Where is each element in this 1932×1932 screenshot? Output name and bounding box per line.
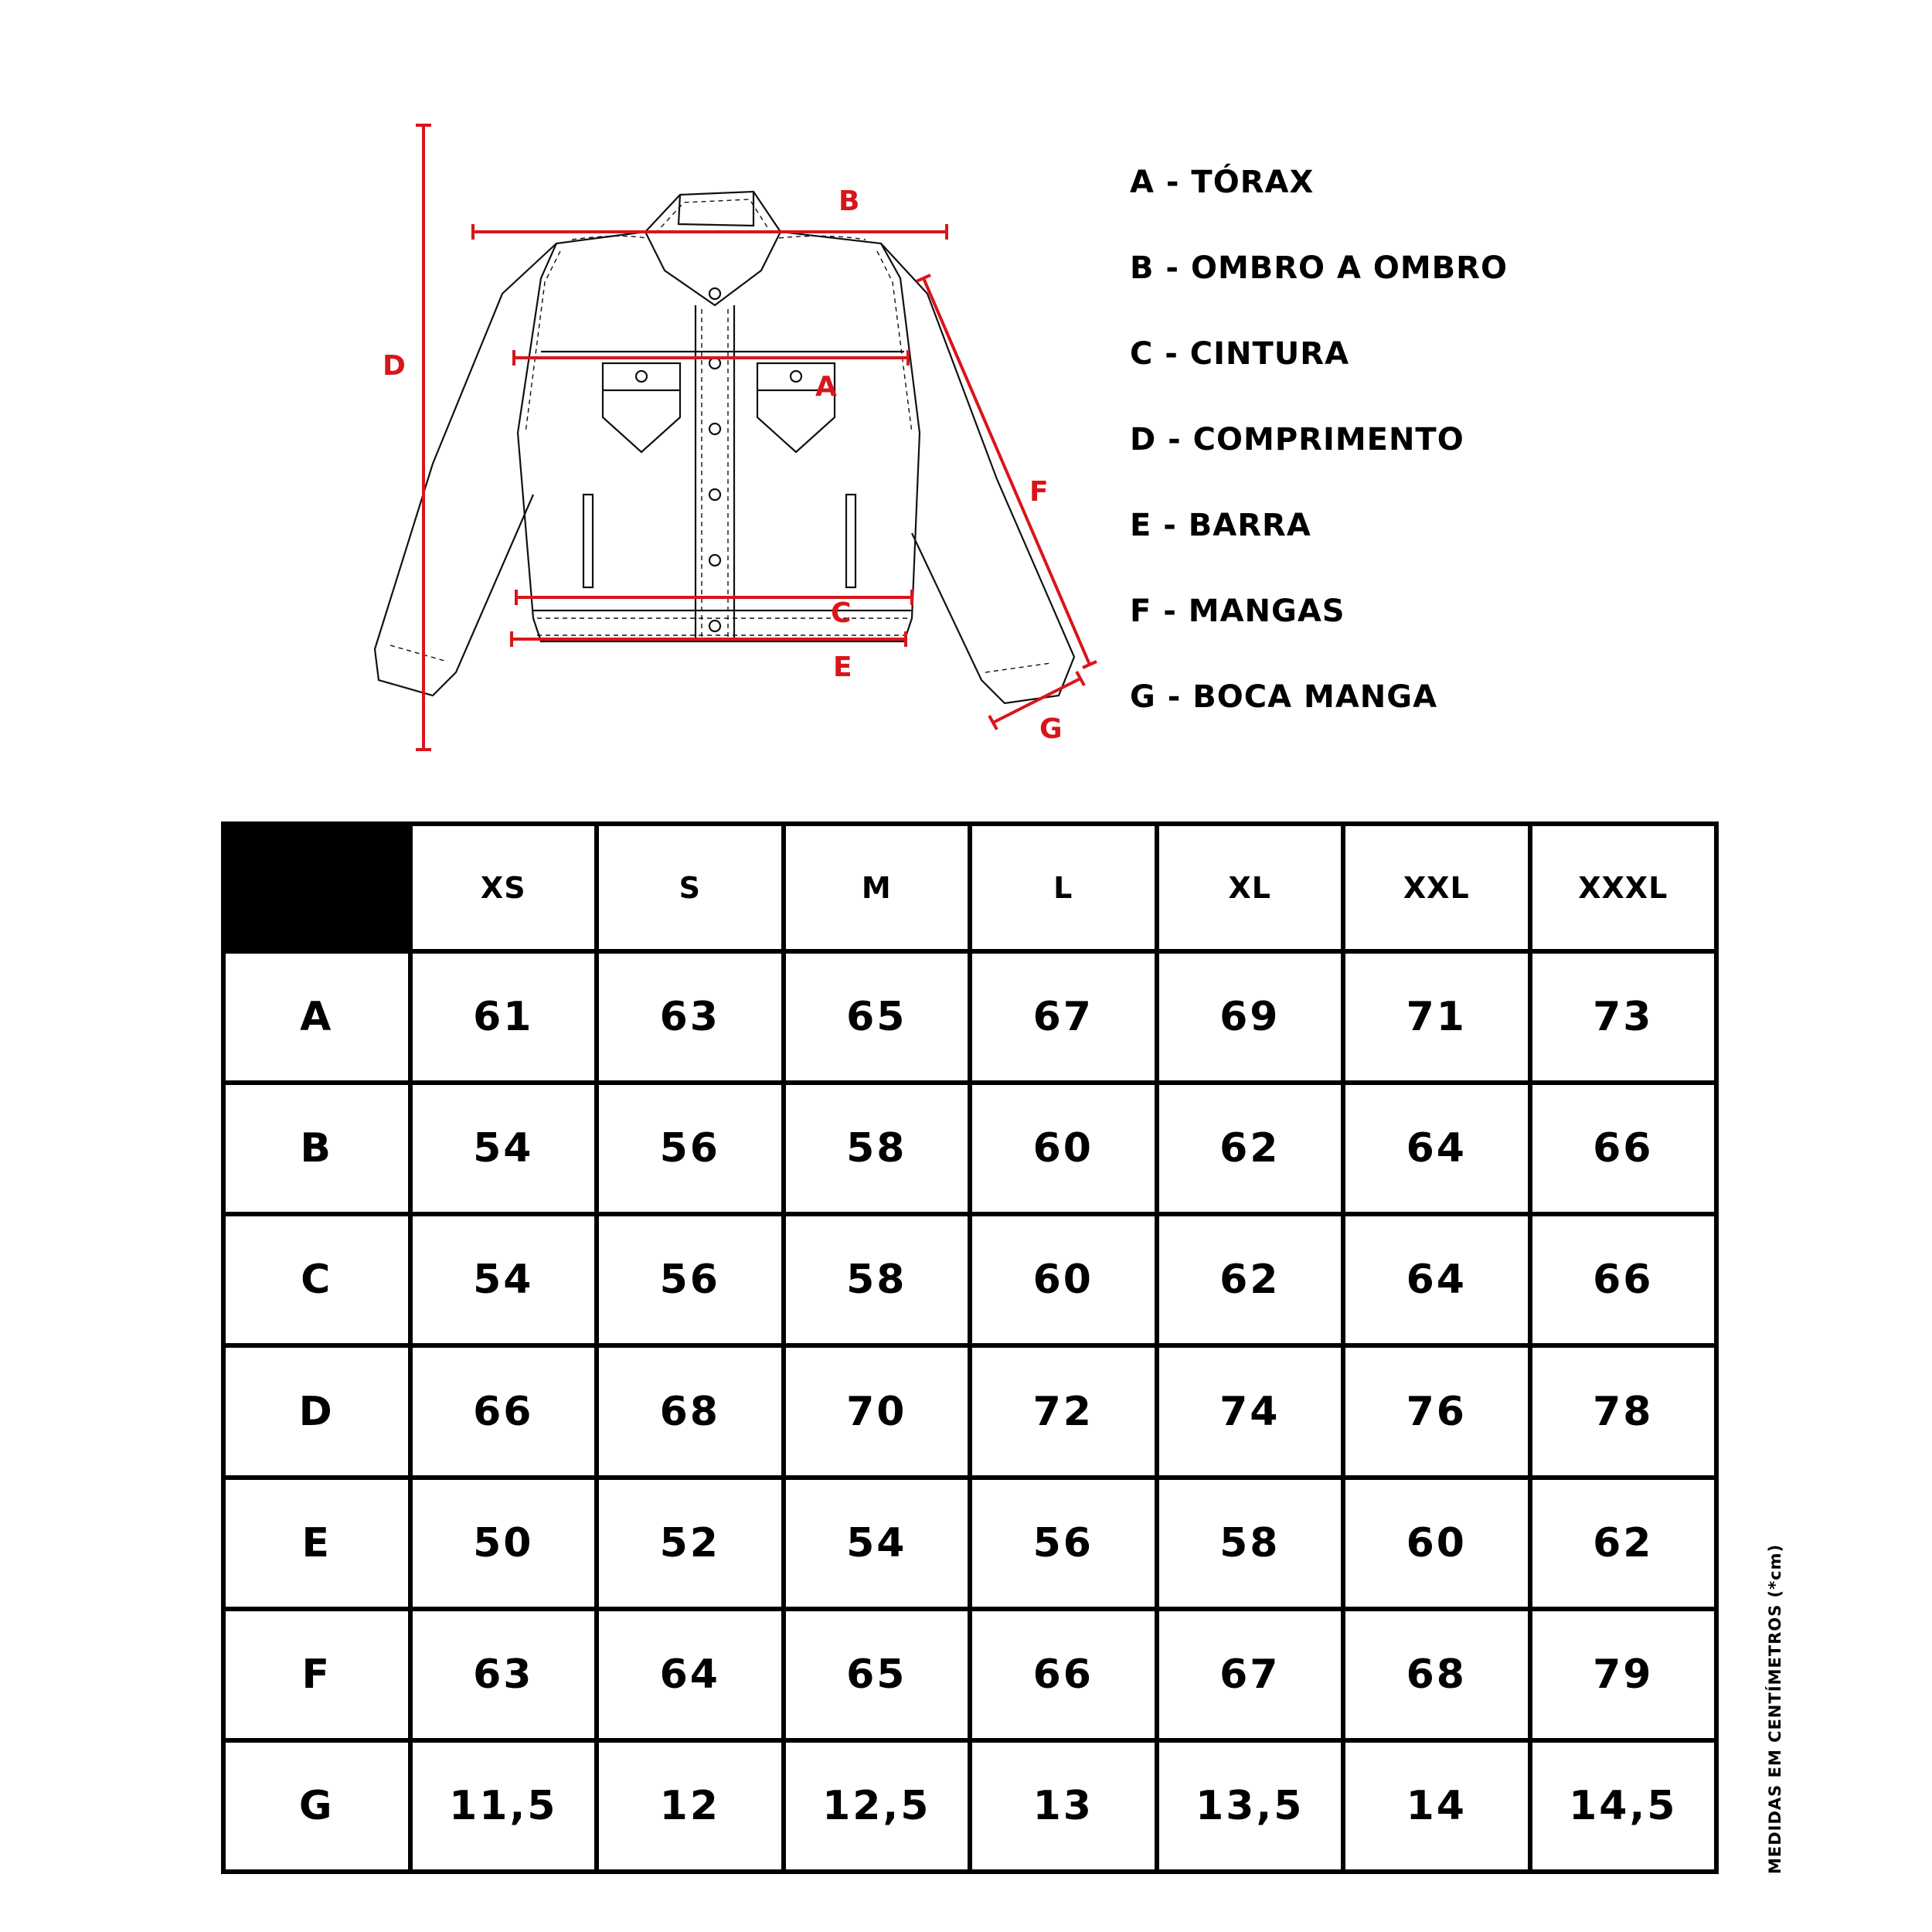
table-cell: 65 [784,951,971,1083]
row-label: D [223,1345,410,1477]
size-header-row [223,824,1716,951]
label-a: A [815,371,837,403]
measurement-legend [1130,162,1671,763]
row-label: F [223,1609,410,1740]
table-row [223,1214,1716,1345]
table-cell: 62 [1157,1214,1344,1345]
table-row [223,1345,1716,1477]
table-cell: 72 [970,1345,1157,1477]
legend-item-b: B - OMBRO A OMBRO [1130,250,1508,286]
table-row [223,1740,1716,1872]
table-corner [223,824,410,951]
row-label: C [223,1214,410,1345]
size-header-xl: XL [1157,824,1344,951]
table-cell: 76 [1343,1345,1530,1477]
label-e: E [833,651,852,683]
label-b: B [838,185,860,217]
table-cell: 73 [1530,951,1717,1083]
size-header-s: S [597,824,784,951]
table-cell: 54 [410,1214,597,1345]
table-cell: 12 [597,1740,784,1872]
legend-item-d: D - COMPRIMENTO [1130,422,1464,457]
table-cell: 52 [597,1478,784,1609]
table-cell: 62 [1530,1478,1717,1609]
table-cell: 79 [1530,1609,1717,1740]
table-cell: 12,5 [784,1740,971,1872]
table-cell: 64 [1343,1083,1530,1214]
size-header-l: L [970,824,1157,951]
size-header-xs: XS [410,824,597,951]
table-cell: 66 [410,1345,597,1477]
table-cell: 71 [1343,951,1530,1083]
table-cell: 69 [1157,951,1344,1083]
table-cell: 56 [597,1214,784,1345]
table-cell: 68 [1343,1609,1530,1740]
table-cell: 56 [597,1083,784,1214]
table-cell: 67 [1157,1609,1344,1740]
table-cell: 66 [970,1609,1157,1740]
row-label: E [223,1478,410,1609]
table-cell: 14 [1343,1740,1530,1872]
row-label: A [223,951,410,1083]
table-cell: 14,5 [1530,1740,1717,1872]
table-cell: 68 [597,1345,784,1477]
table-row [223,1478,1716,1609]
table-cell: 13 [970,1740,1157,1872]
table-cell: 62 [1157,1083,1344,1214]
legend-item-e: E - BARRA [1130,508,1311,543]
label-d: D [383,350,406,382]
table-row [223,951,1716,1083]
table-cell: 60 [970,1214,1157,1345]
table-cell: 60 [970,1083,1157,1214]
size-header-xxl: XXL [1343,824,1530,951]
table-cell: 13,5 [1157,1740,1344,1872]
table-cell: 66 [1530,1083,1717,1214]
label-g: G [1039,713,1063,745]
table-cell: 66 [1530,1214,1717,1345]
table-row [223,1609,1716,1740]
size-chart-table [221,821,1719,1874]
size-header-m: M [784,824,971,951]
table-cell: 74 [1157,1345,1344,1477]
table-cell: 50 [410,1478,597,1609]
table-cell: 63 [410,1609,597,1740]
table-cell: 64 [1343,1214,1530,1345]
measurement-letters [383,185,1063,745]
legend-item-a: A - TÓRAX [1130,165,1315,200]
label-c: C [831,597,852,629]
table-cell: 54 [410,1083,597,1214]
table-cell: 56 [970,1478,1157,1609]
table-cell: 58 [1157,1478,1344,1609]
table-cell: 70 [784,1345,971,1477]
table-cell: 61 [410,951,597,1083]
legend-item-c: C - CINTURA [1130,336,1350,372]
table-cell: 67 [970,951,1157,1083]
table-row [223,1083,1716,1214]
jacket-illustration [375,192,1074,703]
size-header-xxxl: XXXL [1530,824,1717,951]
table-cell: 11,5 [410,1740,597,1872]
table-cell: 64 [597,1609,784,1740]
legend-item-f: F - MANGAS [1130,594,1345,629]
units-note: MEDIDAS EM CENTÍMETROS (*cm) [1766,1543,1784,1874]
table-cell: 58 [784,1214,971,1345]
table-cell: 60 [1343,1478,1530,1609]
table-cell: 65 [784,1609,971,1740]
row-label: G [223,1740,410,1872]
table-cell: 78 [1530,1345,1717,1477]
label-f: F [1029,476,1049,508]
table-cell: 63 [597,951,784,1083]
legend-item-g: G - BOCA MANGA [1130,679,1438,715]
table-cell: 54 [784,1478,971,1609]
jacket-measurement-diagram [332,116,1144,757]
table-cell: 58 [784,1083,971,1214]
row-label: B [223,1083,410,1214]
